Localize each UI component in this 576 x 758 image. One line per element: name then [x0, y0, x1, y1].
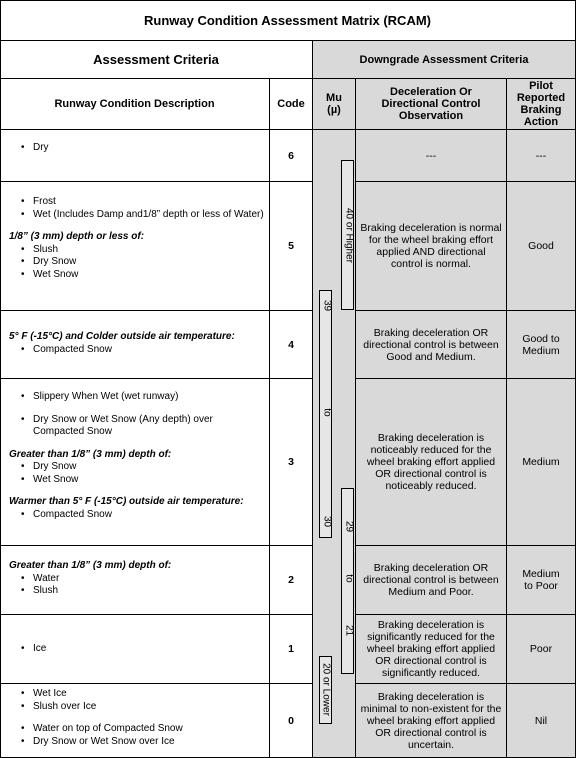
condition-bullet: • Water	[21, 573, 266, 586]
mu-label-to-1: to	[321, 408, 333, 417]
condition-bullet: • Slush over Ice	[21, 701, 266, 714]
pilot-braking-action: Medium to Poor	[507, 546, 576, 615]
line-gap	[9, 439, 266, 449]
observation-column-header: Deceleration Or Directional Control Observation	[356, 79, 507, 130]
assessment-criteria-header: Assessment Criteria	[0, 41, 313, 79]
line-gap	[9, 713, 266, 723]
condition-bullet: • Compacted Snow	[21, 509, 266, 522]
deceleration-observation: Braking deceleration OR directional control is between Good and Medium.	[356, 311, 507, 379]
condition-heading: Greater than 1/8” (3 mm) depth of:	[9, 560, 172, 571]
runway-condition-code: 1	[270, 615, 313, 684]
condition-bullet: • Dry Snow	[21, 461, 266, 474]
condition-description	[0, 379, 270, 546]
pilot-braking-action: Nil	[507, 684, 576, 758]
deceleration-observation: Braking deceleration is significantly reduced for the wheel braking effort applied OR directional control is significantly reduced.	[356, 615, 507, 684]
condition-bullet: • Compacted Snow	[21, 344, 266, 357]
mu-label-29: 29	[343, 520, 355, 533]
mu-label-39: 39	[321, 299, 333, 312]
pilot-braking-action: Medium	[507, 379, 576, 546]
condition-heading: 5° F (-15°C) and Colder outside air temperature:	[9, 331, 235, 342]
condition-heading: 1/8” (3 mm) depth or less of:	[9, 231, 145, 242]
code-column-header: Code	[270, 79, 313, 130]
pilot-braking-action: ---	[507, 130, 576, 182]
mu-bar-29-to-21	[341, 488, 354, 674]
mu-bar-20-or-lower	[319, 656, 332, 724]
condition-description	[0, 130, 270, 182]
condition-bullet: • Ice	[21, 643, 266, 656]
condition-heading: Greater than 1/8” (3 mm) depth of:	[9, 448, 172, 460]
mu-bar-40-or-higher	[341, 160, 354, 310]
condition-bullet: • Water on top of Compacted Snow	[21, 723, 266, 736]
runway-condition-code: 6	[270, 130, 313, 182]
pilot-column-header: Pilot Reported Braking Action	[507, 79, 576, 130]
condition-bullet: • Wet (Includes Damp and1/8” depth or less of Water)	[21, 209, 266, 222]
condition-heading: Warmer than 5° F (-15°C) outside air temperature:	[9, 496, 244, 507]
mu-label-20-or-lower: 20 or Lower	[320, 663, 332, 716]
condition-bullet: • Dry Snow or Wet Snow over Ice	[21, 736, 266, 749]
condition-bullet: • Frost	[21, 196, 266, 209]
condition-bullet: • Dry	[21, 142, 266, 155]
deceleration-observation: Braking deceleration is minimal to non-existent for the wheel braking effort applied OR directional control is uncertain.	[356, 684, 507, 758]
line-gap	[9, 221, 266, 231]
condition-bullet: • Dry Snow or Wet Snow (Any depth) over Compacted Snow	[21, 414, 266, 439]
description-column-header: Runway Condition Description	[0, 79, 270, 130]
condition-description	[0, 615, 270, 684]
deceleration-observation: Braking deceleration is noticeably reduced for the wheel braking effort applied OR directional control is noticeably reduced.	[356, 379, 507, 546]
pilot-braking-action: Good	[507, 182, 576, 311]
pilot-braking-action: Good to Medium	[507, 311, 576, 379]
condition-description	[0, 311, 270, 379]
table-title: Runway Condition Assessment Matrix (RCAM)	[0, 0, 576, 41]
deceleration-observation: ---	[356, 130, 507, 182]
deceleration-observation: Braking deceleration OR directional control is between Medium and Poor.	[356, 546, 507, 615]
line-gap	[9, 404, 266, 414]
condition-bullet: • Wet Ice	[21, 688, 266, 701]
downgrade-criteria-header: Downgrade Assessment Criteria	[313, 41, 576, 79]
runway-condition-code: 4	[270, 311, 313, 379]
pilot-braking-action: Poor	[507, 615, 576, 684]
condition-description	[0, 684, 270, 758]
mu-header-line1: Mu	[326, 92, 342, 104]
deceleration-observation: Braking deceleration is normal for the wheel braking effort applied AND directional control is normal.	[356, 182, 507, 311]
line-gap	[9, 486, 266, 496]
runway-condition-code: 5	[270, 182, 313, 311]
runway-condition-code: 2	[270, 546, 313, 615]
condition-bullet: • Dry Snow	[21, 256, 266, 269]
condition-bullet: • Wet Snow	[21, 474, 266, 487]
mu-column-header	[313, 79, 356, 130]
mu-label-to-2: to	[343, 574, 355, 583]
mu-bar-39-to-30	[319, 290, 332, 538]
mu-label-40-or-higher: 40 or Higher	[343, 207, 355, 264]
condition-bullet: • Slush	[21, 244, 266, 257]
runway-condition-code: 3	[270, 379, 313, 546]
condition-bullet: • Wet Snow	[21, 269, 266, 282]
mu-header-line2: (µ)	[327, 104, 341, 116]
condition-bullet: • Slippery When Wet (wet runway)	[21, 391, 266, 404]
condition-description	[0, 546, 270, 615]
mu-label-30: 30	[321, 515, 333, 528]
condition-description	[0, 182, 270, 311]
condition-bullet: • Slush	[21, 585, 266, 598]
mu-label-21: 21	[343, 624, 355, 637]
runway-condition-code: 0	[270, 684, 313, 758]
